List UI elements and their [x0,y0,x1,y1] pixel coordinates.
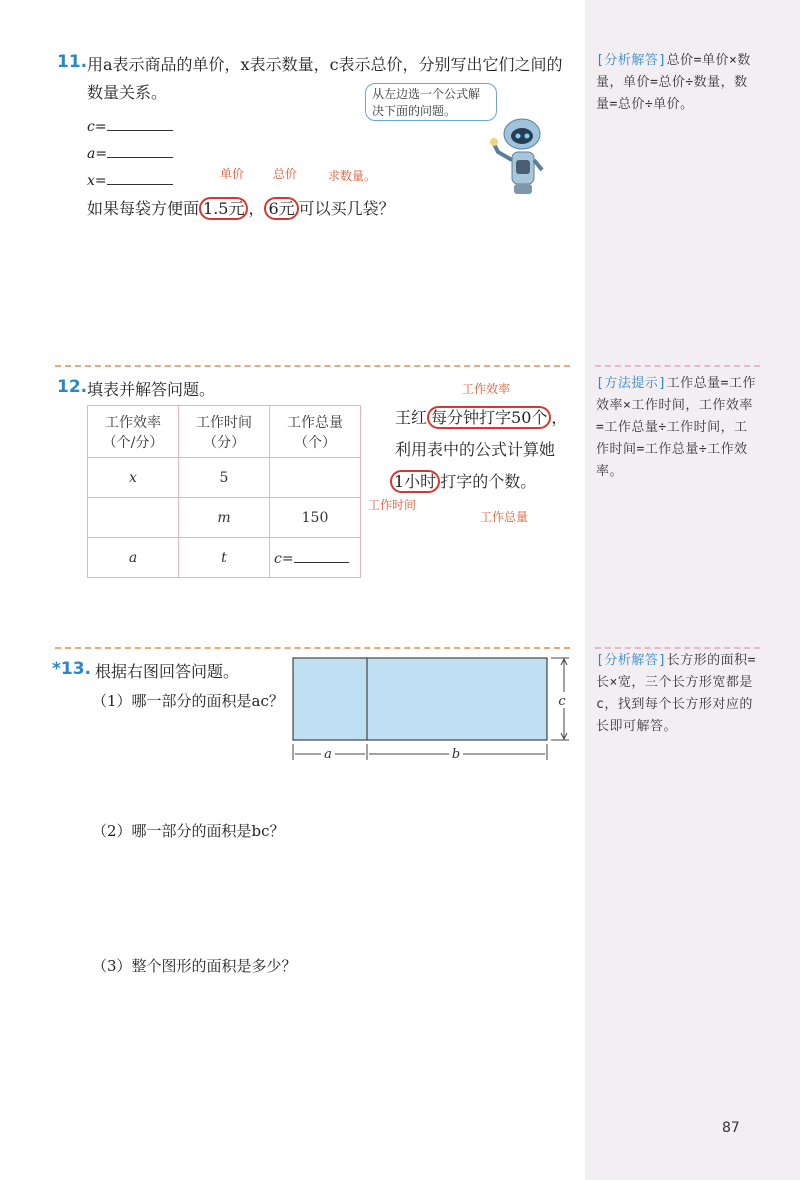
q11-x-blank [87,170,173,189]
page-number: 87 [722,1120,740,1136]
q12-title: 填表并解答问题。 [87,380,216,399]
cell [88,498,179,538]
header-time: 工作时间（分） [179,406,270,458]
sidebar-note-2 [596,373,756,483]
q12-text2: 利用表中的公式计算她 [395,440,556,459]
a-label: a= [87,146,108,162]
anno-time: 工作时间 [368,498,417,512]
c-eq-label: c= [274,551,294,567]
side-divider-q12 [595,365,760,367]
anno-quantity: 求数量。 [328,169,377,183]
q12-text1-post: ， [551,408,568,427]
cell: 150 [270,498,361,538]
q13-number: *13. [52,659,92,679]
label-c: c [558,694,566,709]
q11-question-pre: 如果每袋方便面 [87,199,200,218]
note3-text: 长方形的面积=长×宽，三个长方形宽都是c，找到每个长方形对应的长即可解答。 [596,653,756,734]
cell: a [88,538,179,578]
anno-total-price: 总价 [273,167,298,181]
sidebar-note-3 [596,650,756,738]
q12-rate-circled: 每分钟打字50个 [427,406,551,429]
cell-c-blank [270,538,361,578]
note2-tag: [方法提示] [596,376,667,391]
robot-speech-bubble: 从左边选一个公式解决下面的问题。 [365,83,497,121]
q11-question-post: 可以买几袋？ [298,199,395,218]
c-label: c= [87,119,107,135]
work-table [87,405,361,578]
q11-price-circled: 1.5元 [199,197,248,220]
q12-text3 [390,469,536,492]
q11-line2: 数量关系。 [87,83,168,102]
q13-sub2: （2）哪一部分的面积是bc？ [92,822,285,840]
q12-text1 [395,405,567,428]
anno-unit-price: 单价 [220,167,245,181]
q12-text3-post: 打字的个数。 [440,472,537,491]
sidebar-note-1 [596,50,756,116]
cell: t [179,538,270,578]
divider-q12 [55,365,570,367]
anno-total-work: 工作总量 [480,510,529,524]
q13-sub1: （1）哪一部分的面积是ac？ [92,692,284,710]
table-row [88,538,361,578]
label-b: b [451,747,461,762]
cell [270,458,361,498]
q11-c-blank [87,116,173,135]
q12-text1-pre: 王红 [395,408,428,427]
note1-tag: [分析解答] [596,53,667,68]
x-label: x= [87,173,107,189]
rectangle-diagram [288,652,578,764]
header-total: 工作总量（个） [270,406,361,458]
q13-sub3: （3）整个图形的面积是多少？ [92,957,297,975]
cell: m [179,498,270,538]
table-row [88,458,361,498]
q11-a-blank [87,143,173,162]
q13-title: 根据右图回答问题。 [95,662,240,681]
robot-icon [478,112,558,202]
q12-number: 12. [57,377,88,397]
side-divider-q13 [595,647,760,649]
whole-rectangle [293,658,547,740]
q11-line1: 用a表示商品的单价，x表示数量，c表示总价，分别写出它们之间的 [87,55,563,74]
note1-text: 总价=单价×数量，单价=总价÷数量，数量=总价÷单价。 [596,53,751,112]
q11-number: 11. [57,52,88,72]
anno-efficiency: 工作效率 [462,382,511,396]
cell: 5 [179,458,270,498]
q12-hour-circled: 1小时 [390,470,440,493]
cell: x [88,458,179,498]
divider-q13 [55,647,570,649]
q11-total-circled: 6元 [264,197,298,220]
q11-sep: ， [248,199,265,218]
header-efficiency: 工作效率（个/分） [88,406,179,458]
sidebar-panel [585,0,800,1180]
q11-question [87,196,395,219]
note3-tag: [分析解答] [596,653,667,668]
note2-text: 工作总量=工作效率×工作时间，工作效率=工作总量÷工作时间，工作时间=工作总量÷工作效率。 [596,376,756,479]
table-row [88,498,361,538]
label-a: a [324,747,332,762]
